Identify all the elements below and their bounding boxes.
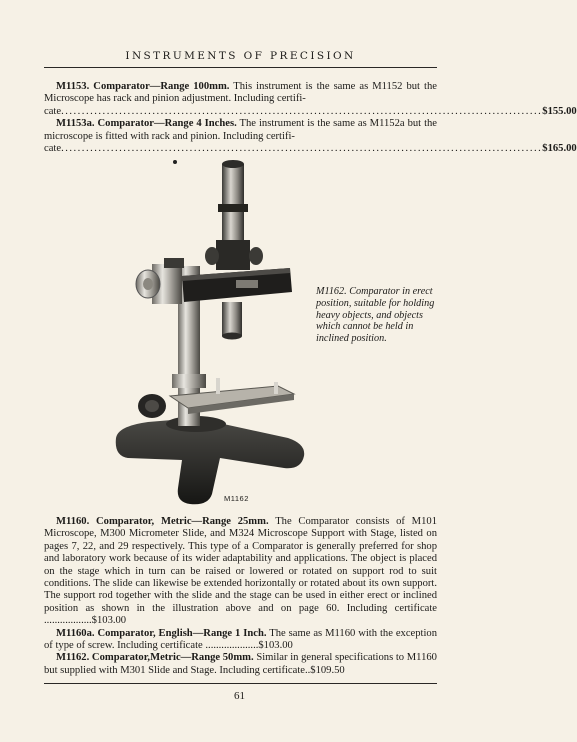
entries-top — [44, 81, 577, 155]
entry-title: Comparator—Range 4 Inches. — [97, 118, 237, 130]
entry-leader-start: cate — [44, 105, 62, 117]
entry-body: The same as M1160 with the exception of type of screw. Including certificate — [44, 627, 437, 652]
entry-title: Comparator, Metric—Range 25mm. — [96, 516, 269, 527]
entry-price-line — [44, 143, 577, 155]
entry-leader-start: cate — [44, 143, 62, 155]
figure-caption: M1162. Comparator in erect position, suitable for holding heavy objects, and objects which cannot be held in inclined position. — [316, 286, 435, 345]
entry-title: Comparator, English—Range 1 Inch. — [97, 627, 267, 639]
header-rule — [44, 67, 437, 68]
entry-body: The Comparator consists of M101 Microscope, M300 Micrometer Slide, and M324 Microscope Support with Stage, listed on pages 7, 22, and 29 respectively. This type of a Comparator is generally preferred for shop and laboratory work because of its wider adaptability and applications. The object is placed on the stage which in turn can be raised or lowered or rotated on support rod to suit conditions. The slide can likewise be extended horizontally or rotated about its own support. The support rod together with the slide and the stage can be used in either erect or inclined position as shown in the illustration above and on page 60. Including certificate — [44, 516, 437, 614]
entry-body: The instrument is the same as M1152a but the microscope is fitted with rack and pinion. Including certifi- — [44, 118, 438, 142]
entry-m1162 — [44, 652, 437, 677]
entry-m1160a — [44, 628, 437, 653]
footer-rule — [44, 683, 437, 684]
dot-leader: .. — [304, 664, 311, 676]
dot-leader: .................................................................................................................... — [61, 143, 543, 155]
entry-body: This instrument is the same as M1152 but the Microscope has rack and pinion adjustment. Including certifi- — [44, 81, 437, 105]
entry-m1153 — [44, 81, 437, 106]
entry-price: $165.00 — [542, 143, 577, 155]
entry-m1160 — [44, 516, 437, 628]
figure-label: M1162 — [224, 494, 249, 503]
dot-leader: .................. — [44, 615, 92, 627]
page-number: 61 — [234, 690, 245, 702]
running-head: INSTRUMENTS OF PRECISION — [125, 50, 356, 62]
entries-bottom — [44, 516, 437, 677]
dot-leader: .................... — [202, 640, 259, 652]
entry-code: M1160. — [56, 516, 90, 527]
comparator-photo — [108, 156, 313, 506]
entry-price: $109.50 — [310, 664, 345, 676]
entry-code: M1153. — [56, 81, 90, 92]
dot-leader: .................................................................................................................... — [61, 105, 543, 117]
entry-title: Comparator—Range 100mm. — [93, 81, 230, 92]
entry-code: M1153a. — [56, 118, 95, 130]
entry-code: M1160a. — [56, 627, 95, 639]
entry-m1153a — [44, 118, 437, 143]
entry-code: M1162. — [56, 652, 90, 664]
entry-price-line — [44, 105, 577, 118]
entry-price: $103.00 — [91, 615, 127, 627]
entry-price: $103.00 — [258, 640, 293, 652]
entry-price: $155.00 — [542, 105, 577, 117]
entry-body: Similar in general specifications to M1160 but supplied with M301 Slide and Stage. Including certificate — [44, 652, 437, 676]
entry-title: Comparator,Metric—Range 50mm. — [91, 652, 254, 664]
